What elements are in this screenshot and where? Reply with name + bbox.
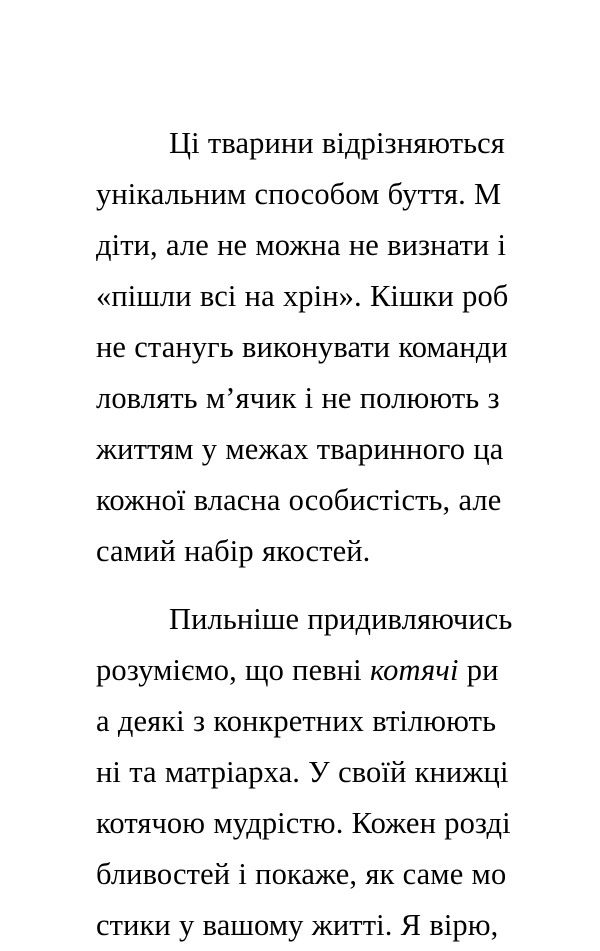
- text-line: [96, 849, 600, 900]
- line-text: життям у межах тваринного ца: [96, 432, 504, 466]
- line-text: ловлять м’ячик і не полюють з: [96, 381, 500, 415]
- text-line: [96, 373, 600, 424]
- paragraph-1: [96, 118, 600, 577]
- text-line: [96, 475, 600, 526]
- text-line: [96, 424, 600, 475]
- line-text: Ці тварини відрізняються: [169, 126, 505, 160]
- line-text-prefix: розуміємо, що певні: [96, 653, 370, 687]
- text-line: [96, 594, 600, 645]
- line-text: не станугь виконувати команди: [96, 330, 508, 364]
- line-text: бливостей і покаже, як саме мо: [96, 857, 507, 891]
- italic-term: котячі: [369, 653, 459, 687]
- line-text: діти, але не можна не визнати і: [96, 228, 507, 262]
- text-line: [96, 271, 600, 322]
- text-line-with-italic: [96, 645, 600, 696]
- text-line: [96, 696, 600, 747]
- line-text: «пішли всі на хрін». Кішки роб: [96, 279, 509, 313]
- line-text: котячою мудрістю. Кожен розді: [96, 806, 511, 840]
- text-line: [96, 118, 600, 169]
- line-text-suffix: ри: [458, 653, 499, 687]
- text-line: [96, 526, 600, 577]
- line-text: а деякі з конкретних втілюють: [96, 704, 497, 738]
- text-line: [96, 322, 600, 373]
- line-text: ні та матріарха. У своїй книжці: [96, 755, 509, 789]
- paragraph-2: [96, 594, 600, 951]
- text-line: [96, 900, 600, 951]
- text-line: [96, 798, 600, 849]
- line-text: унікальним способом буття. М: [96, 177, 502, 211]
- line-text: самий набір якостей.: [96, 534, 371, 568]
- line-text: кожної власна особистість, але: [96, 483, 502, 517]
- text-line: [96, 747, 600, 798]
- line-text: стики у вашому житті. Я вірю,: [96, 908, 499, 942]
- line-text: Пильніше придивляючись: [169, 602, 513, 636]
- body-text-column: [96, 118, 600, 951]
- text-line: [96, 169, 600, 220]
- text-line: [96, 220, 600, 271]
